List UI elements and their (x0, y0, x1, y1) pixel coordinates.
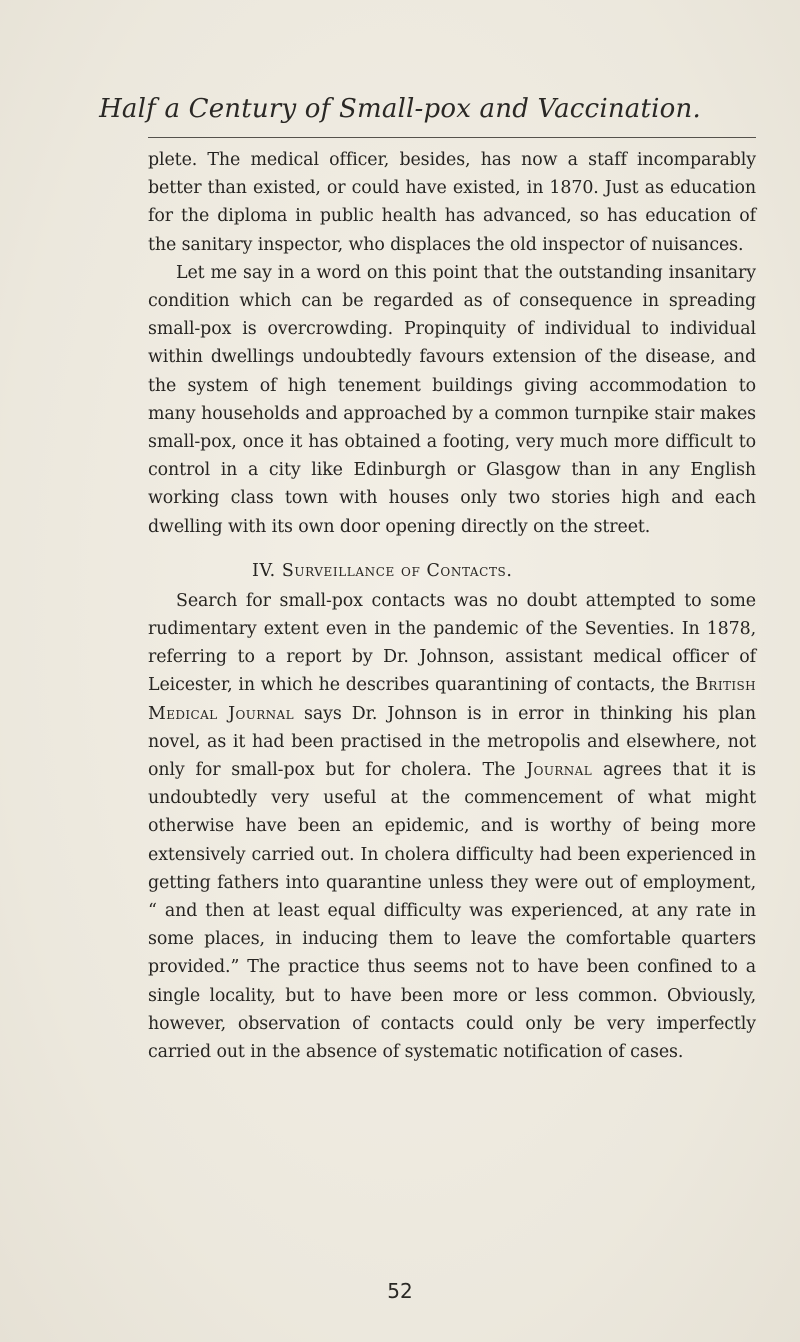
paragraph-overcrowding: Let me say in a word on this point that the outstanding insanitary condition which can be regarded as of consequence in spreading small-pox is overcrowding. Propinquity of individual to individual within dwellings undoubtedly favours extension of the disease, and the system of high tenement buildings giving accommodation to many households and approached by a common turnpike stair makes small-pox, once it has obtained a footing, very much more difficult to control in a city like Edinburgh or Glasgow than in any English working class town with houses only two stories high and each dwelling with its own door opening directly on the street. (148, 262, 756, 537)
journal-name: British Medical Journal (148, 675, 756, 724)
journal-short-name: Journal (526, 760, 593, 781)
running-title: Half a Century of Small-pox and Vaccination. (99, 94, 701, 124)
section-heading: IV. Surveillance of Contacts. (252, 560, 513, 581)
page-number: 52 (387, 1279, 413, 1303)
paragraph-contacts-part3: agrees that it is undoubtedly very useful at the commencement of what might otherwise have been an epidemic, and is worthy of being more extensively carried out. In cholera difficulty had been experienced in getting fathers into quarantine unless they were out of employment, “ and then at least equal difficulty was experienced, at any rate in some places, in inducing them to leave the comfortable quarters provided.” The practice thus seems not to have been confined to a single locality, but to have been more or less common. Obviously, however, observation of contacts could only be very imperfectly carried out in the absence of systematic notification of cases. (148, 760, 756, 1063)
paragraph-contacts (148, 587, 756, 1066)
paragraph-contacts-part1: Search for small-pox contacts was no doubt attempted to some rudimentary extent even in the pandemic of the Seventies. In 1878, referring to a report by Dr. Johnson, assistant medical officer of Leicester, in which he describes quarantining of contacts, the (148, 590, 756, 696)
paragraph-contacts-part2: says Dr. Johnson is in error in thinking his plan novel, as it had been practised in the metropolis and elsewhere, not only for small-pox but for cholera. The (148, 703, 756, 781)
body-text (148, 146, 756, 1066)
header-rule (148, 137, 756, 138)
paragraph-continuation: plete. The medical officer, besides, has now a staff incomparably better than existed, or could have existed, in 1870. Just as education for the diploma in public health has advanced, so has education of the sanitary inspector, who displaces the old inspector of nuisances. (148, 150, 756, 255)
